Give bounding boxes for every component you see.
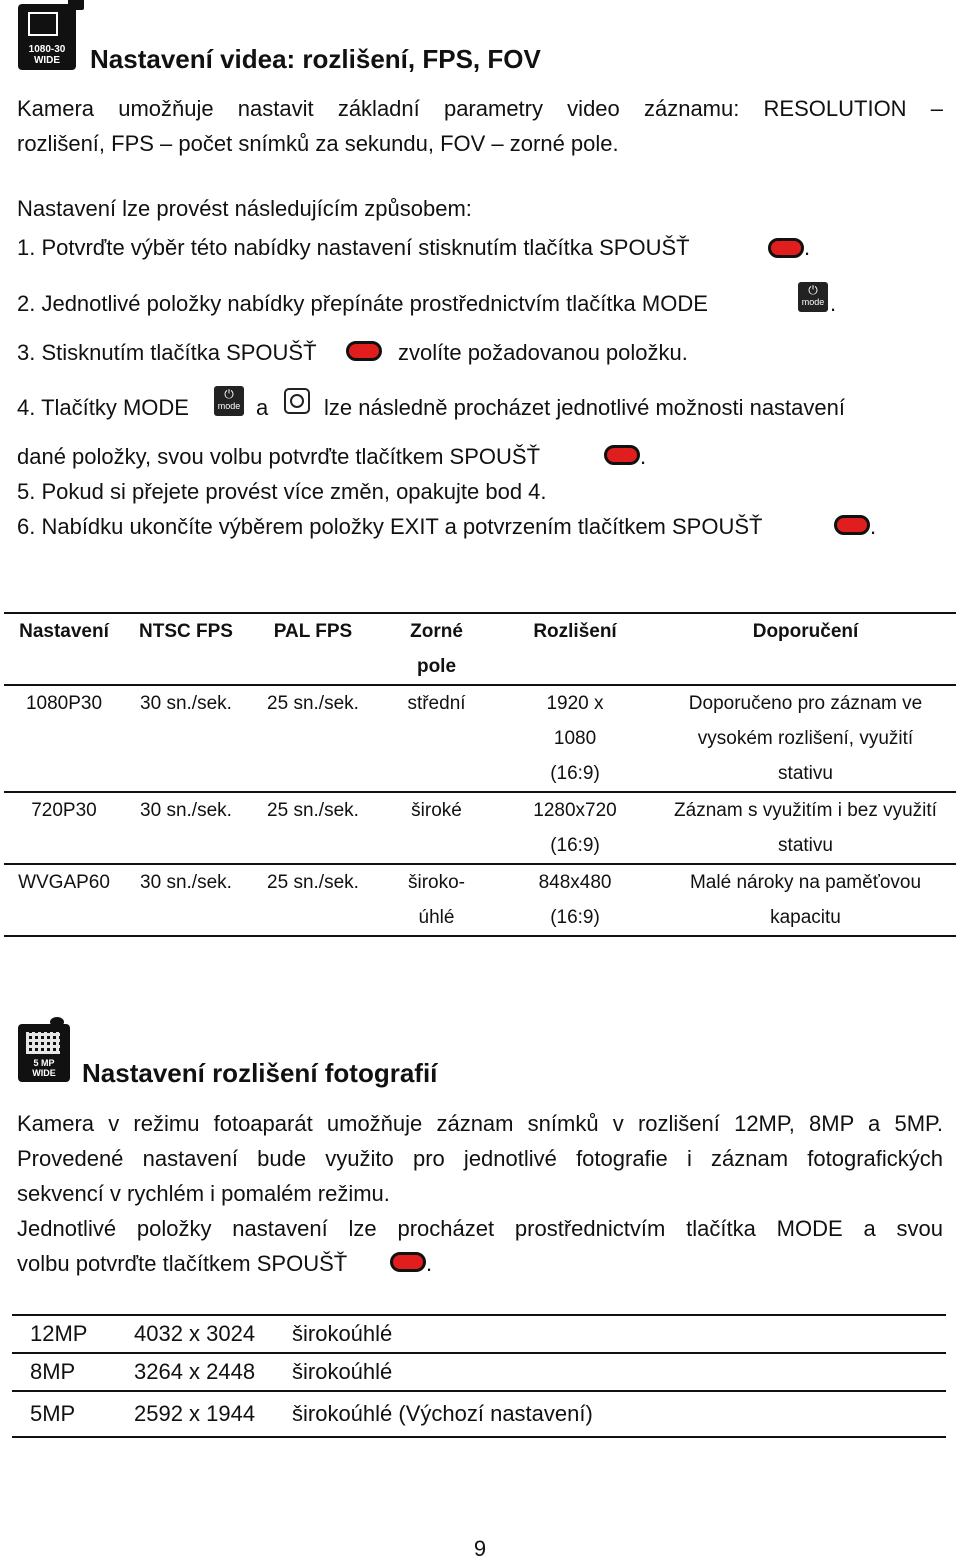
video-settings-table (4, 612, 956, 937)
table-cell: 720P30 (31, 800, 97, 821)
table-header-row (4, 613, 956, 685)
shutter-button-icon (346, 341, 382, 361)
step-3-end: zvolíte požadovanou položku. (398, 340, 688, 365)
table-cell: 3264 x 2448 (134, 1359, 256, 1384)
photo-para-2-line-2: volbu potvrďte tlačítkem SPOUŠŤ (17, 1251, 348, 1276)
step-2: 2. Jednotlivé položky nabídky přepínáte prostřednictvím tlačítka MODE (17, 291, 708, 316)
table-row (4, 864, 956, 936)
step-1: 1. Potvrďte výběr této nabídky nastavení stisknutím tlačítka SPOUŠŤ (17, 235, 690, 260)
table-cell: 30 sn./sek. (140, 800, 232, 821)
table-row (12, 1315, 946, 1353)
procedure-heading: Nastavení lze provést následujícím způsobem: (17, 196, 472, 221)
shutter-button-icon (768, 238, 804, 258)
table-cell: 8MP (30, 1359, 76, 1384)
icon-label-top: 5 MP (33, 1058, 55, 1068)
step-1-period: . (804, 235, 811, 260)
table-cell: široko-úhlé (408, 872, 466, 928)
table-cell: 1280x720 (16:9) (533, 800, 617, 856)
table-cell: 848x480 (16:9) (538, 872, 612, 928)
icon-label-bottom: WIDE (32, 1068, 56, 1078)
mode-button-icon: ⏻ mode (798, 282, 828, 312)
intro-line-1: Kamera umožňuje nastavit základní parametry video záznamu: RESOLUTION – (17, 96, 943, 121)
header-cell: Rozlišení (533, 621, 617, 642)
icon-label-bottom: WIDE (33, 55, 61, 66)
photo-para-2-period: . (426, 1251, 433, 1276)
header-cell: Zorné pole (410, 621, 463, 677)
header-cell: NTSC FPS (139, 621, 233, 642)
section-title-video: Nastavení videa: rozlišení, FPS, FOV (90, 44, 541, 74)
table-cell: Doporučeno pro záznam ve vysokém rozlišení, využití stativu (688, 693, 923, 784)
photo-para-1-line-2: Provedené nastavení bude využito pro jednotlivé fotografie i záznam fotografických (17, 1146, 943, 1171)
table-cell: širokoúhlé (Výchozí nastavení) (292, 1401, 593, 1426)
shutter-button-icon (834, 515, 870, 535)
table-cell: 2592 x 1944 (134, 1401, 256, 1426)
step-4-start: 4. Tlačítky MODE (17, 395, 189, 420)
header-cell: PAL FPS (273, 621, 353, 642)
step-4-end: dané položky, svou volbu potvrďte tlačítkem SPOUŠŤ (17, 444, 541, 469)
header-cell: Doporučení (752, 621, 859, 642)
table-cell: Malé nároky na paměťovou kapacitu (689, 872, 922, 928)
step-3-start: 3. Stisknutím tlačítka SPOUŠŤ (17, 340, 317, 365)
step-6: 6. Nabídku ukončíte výběrem položky EXIT a potvrzením tlačítkem SPOUŠŤ (17, 514, 763, 539)
table-cell: 25 sn./sek. (267, 693, 359, 714)
table-cell: 12MP (30, 1321, 88, 1346)
table-cell: střední (407, 693, 466, 714)
photo-para-1-line-1: Kamera v režimu fotoaparát umožňuje záznam snímků v rozlišení 12MP, 8MP a 5MP. (17, 1111, 943, 1136)
step-2-period: . (830, 291, 837, 316)
table-cell: širokoúhlé (292, 1359, 393, 1384)
shutter-button-icon (604, 445, 640, 465)
table-cell: 25 sn./sek. (267, 800, 359, 821)
photo-para-2-line-1: Jednotlivé položky nastavení lze procházet prostřednictvím tlačítka MODE a svou (17, 1216, 943, 1241)
step-4-and: a (256, 395, 269, 420)
step-6-period: . (870, 514, 877, 539)
section-title-photo: Nastavení rozlišení fotografií (82, 1058, 438, 1088)
table-cell: širokoúhlé (292, 1321, 393, 1346)
table-cell: 5MP (30, 1401, 76, 1426)
table-row (12, 1391, 946, 1437)
icon-label-top: 1080-30 (28, 44, 66, 55)
table-cell: WVGAP60 (18, 872, 110, 893)
page-number: 9 (473, 1536, 487, 1561)
shutter-button-icon (390, 1252, 426, 1272)
table-row (4, 685, 956, 792)
table-row (4, 792, 956, 864)
table-cell: 1920 x 1080 (16:9) (546, 693, 604, 784)
mode-button-icon: ⏻ mode (214, 386, 244, 416)
video-resolution-icon (18, 4, 76, 70)
table-cell: 30 sn./sek. (140, 693, 232, 714)
table-cell: Záznam s využitím i bez využití stativu (674, 800, 937, 856)
photo-resolution-icon (18, 1024, 70, 1082)
table-cell: 4032 x 3024 (134, 1321, 256, 1346)
table-cell: široké (411, 800, 462, 821)
step-5: 5. Pokud si přejete provést více změn, opakujte bod 4. (17, 479, 547, 504)
table-row (12, 1353, 946, 1391)
ok-button-icon (284, 388, 310, 414)
step-4-period: . (640, 444, 647, 469)
photo-para-1-line-3: sekvencí v rychlém i pomalém režimu. (17, 1181, 390, 1206)
table-cell: 25 sn./sek. (267, 872, 359, 893)
photo-resolution-table (12, 1314, 946, 1438)
header-cell: Nastavení (19, 621, 109, 642)
intro-line-2: rozlišení, FPS – počet snímků za sekundu, FOV – zorné pole. (17, 131, 619, 156)
table-cell: 30 sn./sek. (140, 872, 232, 893)
step-4-middle: lze následně procházet jednotlivé možnosti nastavení (324, 395, 845, 420)
table-cell: 1080P30 (25, 693, 103, 714)
